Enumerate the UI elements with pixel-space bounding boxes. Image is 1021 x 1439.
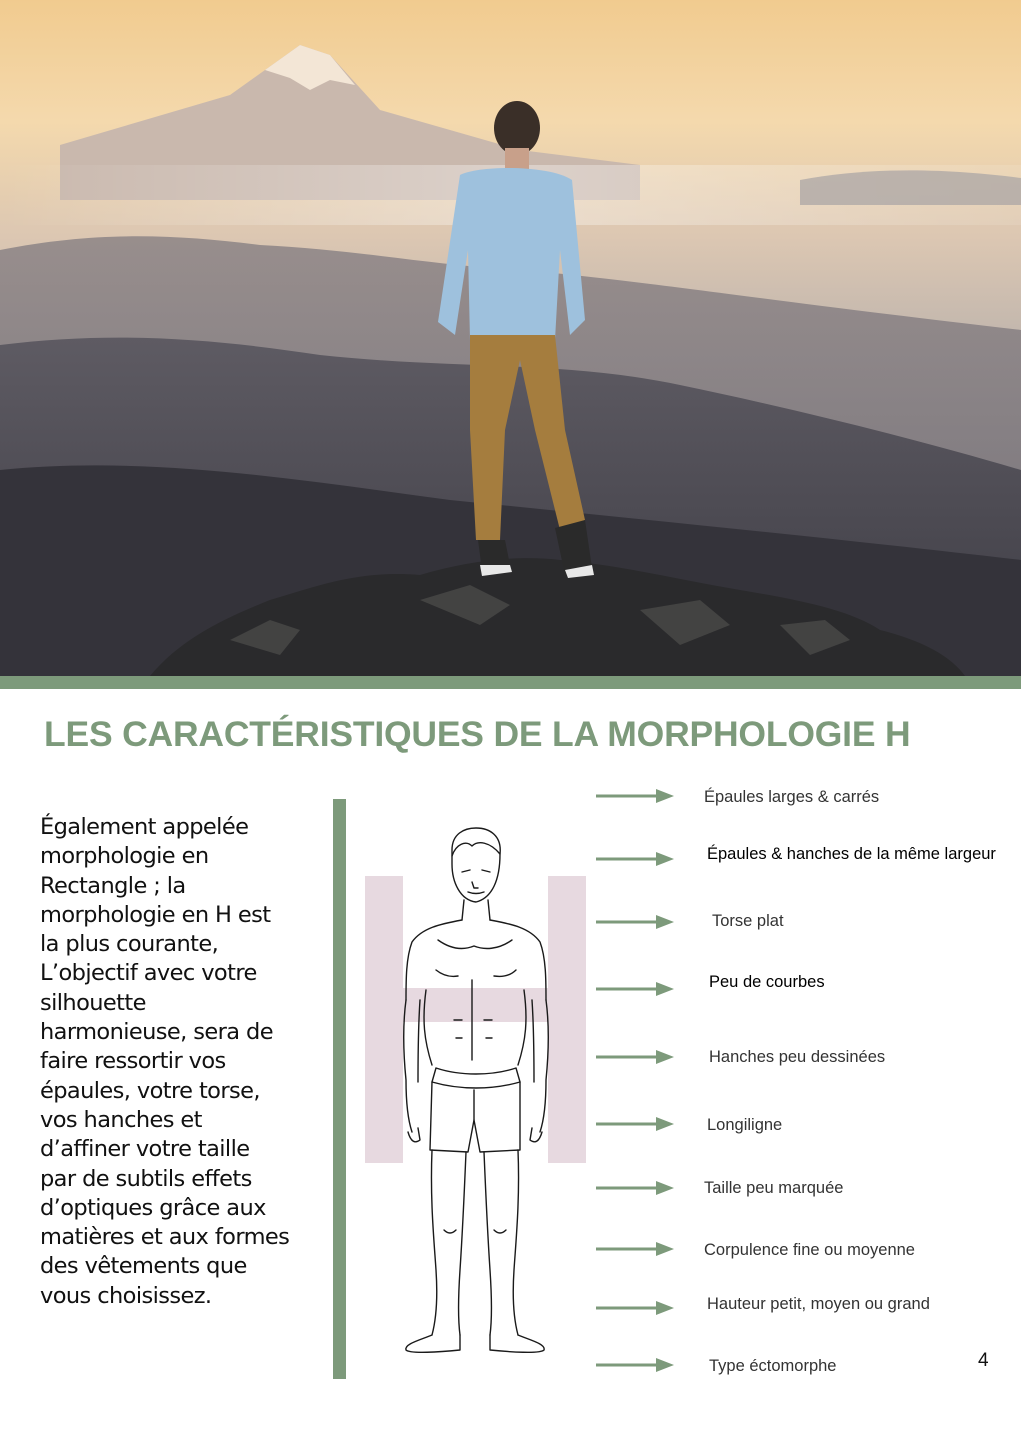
arrow-icon bbox=[596, 1116, 674, 1132]
page-number: 4 bbox=[978, 1350, 989, 1371]
page-title: LES CARACTÉRISTIQUES DE LA MORPHOLOGIE H bbox=[44, 714, 911, 754]
vertical-accent-bar bbox=[333, 799, 346, 1379]
feature-label: Épaules & hanches de la même largeur bbox=[707, 845, 996, 863]
arrow-icon bbox=[596, 1049, 674, 1065]
feature-label: Type éctomorphe bbox=[709, 1357, 837, 1375]
feature-label: Hauteur petit, moyen ou grand bbox=[707, 1295, 930, 1313]
hero-photo bbox=[0, 0, 1021, 676]
arrow-icon bbox=[596, 1180, 674, 1196]
h-left-bar bbox=[365, 876, 403, 1163]
arrow-icon bbox=[596, 981, 674, 997]
feature-label: Longiligne bbox=[707, 1116, 783, 1134]
body-silhouette-diagram bbox=[360, 820, 590, 1360]
feature-label: Taille peu marquée bbox=[704, 1179, 844, 1197]
hero-landscape-illustration bbox=[0, 0, 1021, 676]
feature-label: Torse plat bbox=[712, 912, 784, 930]
h-right-bar bbox=[548, 876, 586, 1163]
feature-label: Peu de courbes bbox=[709, 973, 825, 991]
arrow-icon bbox=[596, 914, 674, 930]
arrow-icon bbox=[596, 851, 674, 867]
feature-label: Hanches peu dessinées bbox=[709, 1048, 886, 1066]
feature-label: Épaules larges & carrés bbox=[704, 788, 880, 806]
arrow-icon bbox=[596, 1241, 674, 1257]
man-outline bbox=[404, 828, 549, 1352]
arrow-icon bbox=[596, 1300, 674, 1316]
accent-band bbox=[0, 676, 1021, 689]
arrow-icon bbox=[596, 1357, 674, 1373]
feature-label: Corpulence fine ou moyenne bbox=[704, 1241, 915, 1259]
arrow-icon bbox=[596, 788, 674, 804]
intro-paragraph: Également appelée morphologie en Rectangle ; la morphologie en H est la plus courante, L’objectif avec votre silhouette harmonieuse, sera de faire ressortir vos épaules, votre torse, vos hanches et d’affiner votre taille par de subtils effets d’optiques grâce aux matières et aux formes des vêtements que vous choisissez. bbox=[40, 814, 290, 1309]
